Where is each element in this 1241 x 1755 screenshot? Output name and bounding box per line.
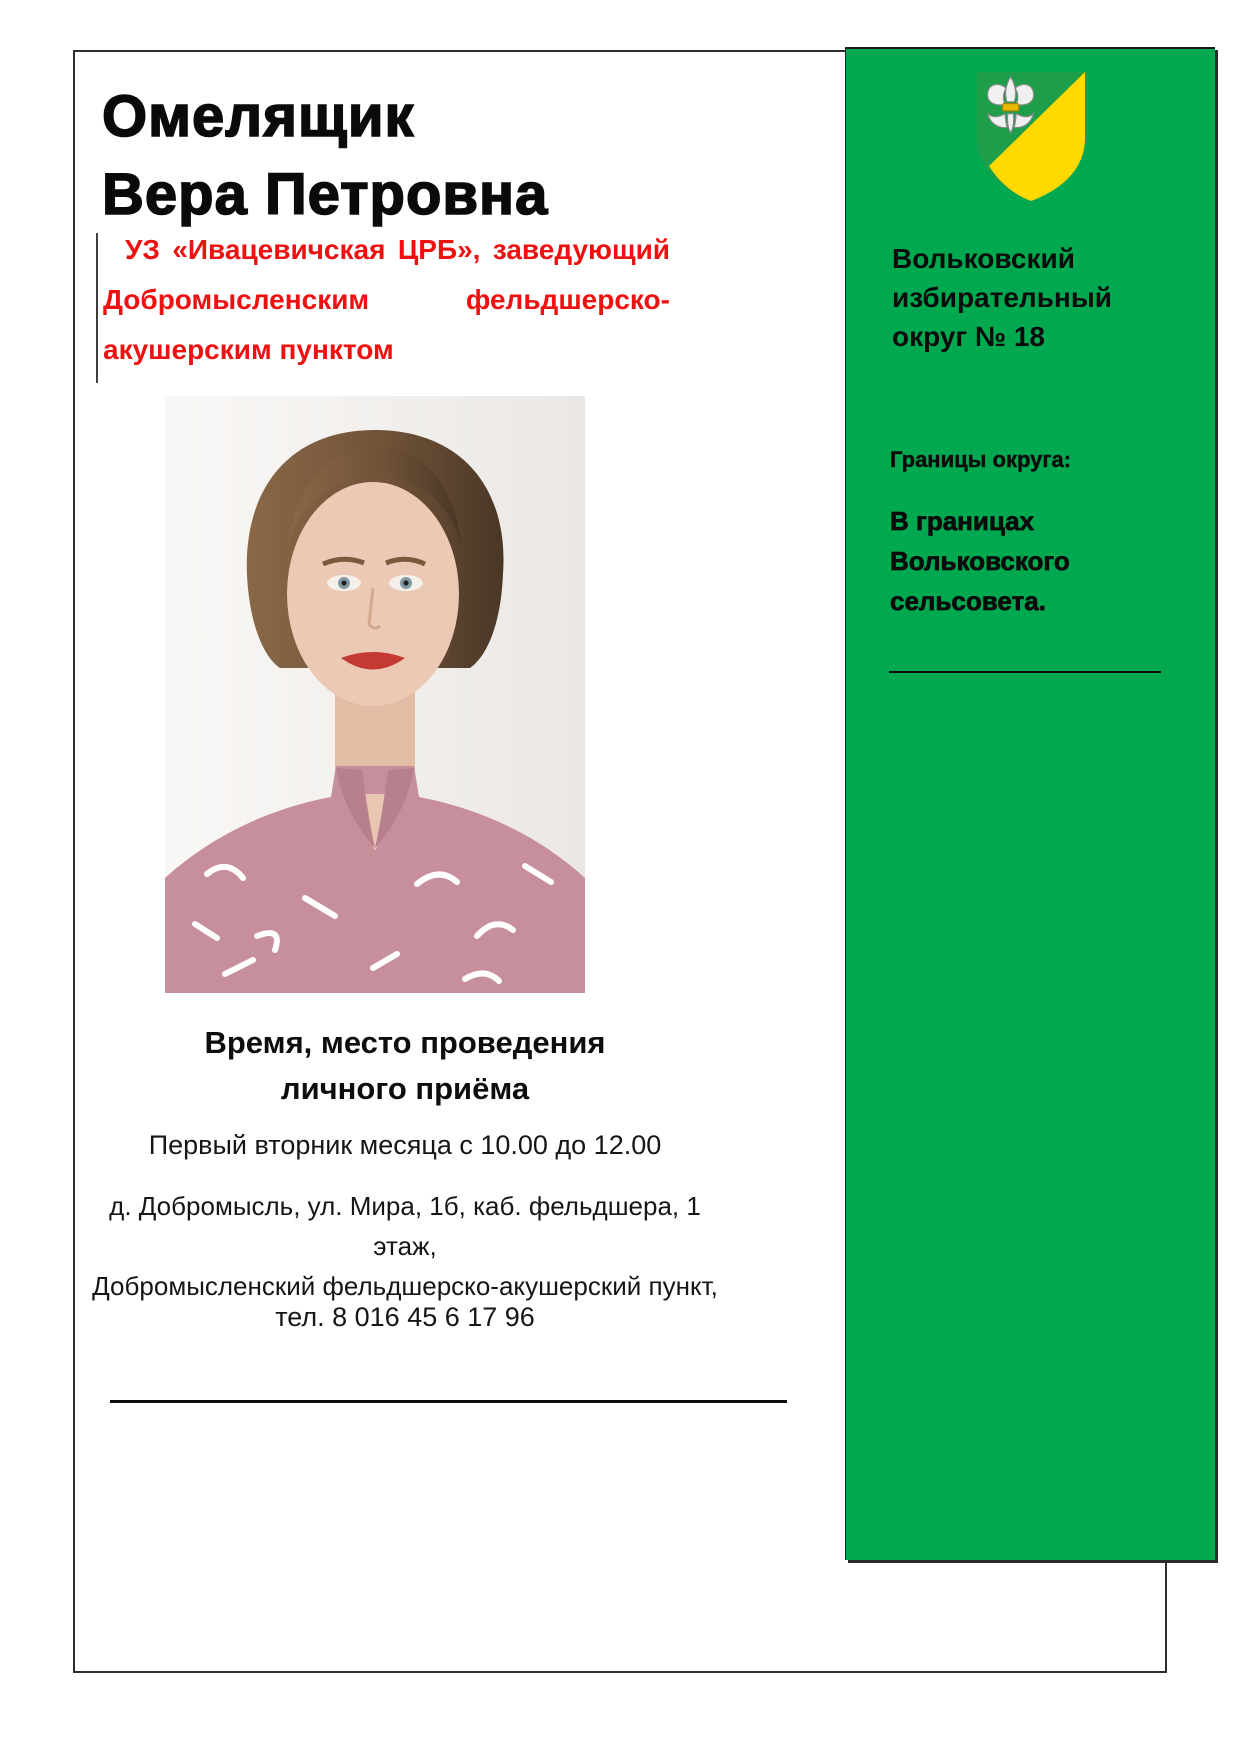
district-borders-value: [890, 501, 1070, 621]
reception-address-line: д. Добромысль, ул. Мира, 1б, каб. фельдшера, 1 этаж,: [109, 1191, 701, 1261]
candidate-position: [103, 225, 670, 375]
district-borders-line: Вольковского: [890, 546, 1070, 576]
district-borders-line: В границах: [890, 506, 1035, 536]
reception-schedule: Первый вторник месяца с 10.00 до 12.00: [148, 1130, 662, 1160]
candidate-name: [102, 78, 742, 234]
coat-of-arms-icon: [975, 70, 1087, 203]
reception-address: [75, 1186, 735, 1306]
district-title: [892, 239, 1112, 356]
reception-phone: тел. 8 016 45 6 17 96: [275, 1302, 535, 1332]
district-title-line: Вольковский: [892, 243, 1075, 274]
left-change-bar: [96, 233, 98, 383]
sidebar-blank-line: [889, 671, 1161, 673]
district-sidebar: [845, 47, 1215, 1560]
district-title-line: избирательный: [892, 282, 1112, 313]
position-line: УЗ «Ивацевичская ЦРБ», заведующий: [125, 234, 670, 265]
reception-heading-line: Время, место проведения: [204, 1025, 606, 1060]
signature-line: [110, 1400, 787, 1403]
position-line: акушерским пунктом: [103, 334, 394, 365]
district-borders-label: Границы округа:: [890, 447, 1072, 472]
candidate-photo: [165, 396, 585, 993]
candidate-first-middle-name: Вера Петровна: [102, 162, 549, 227]
candidate-last-name: Омелящик: [102, 84, 415, 149]
reception-heading: [90, 1020, 720, 1112]
reception-heading-line: личного приёма: [280, 1071, 530, 1106]
district-title-line: округ № 18: [892, 321, 1046, 352]
district-borders-line: сельсовета.: [890, 586, 1046, 616]
reception-address-line: Добромысленский фельдшерско-акушерский пункт,: [92, 1271, 718, 1301]
position-line: Добромысленским фельдшерско-: [103, 284, 670, 315]
